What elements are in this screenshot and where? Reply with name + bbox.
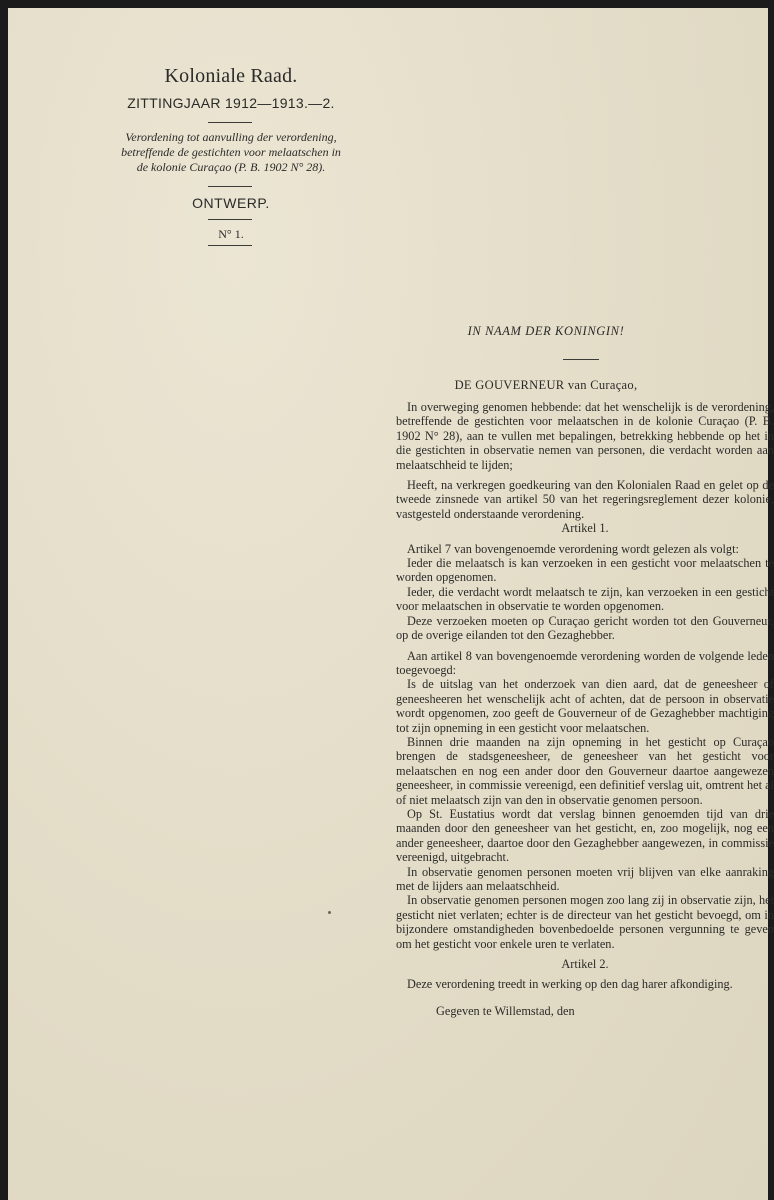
description-line: de kolonie Curaçao (P. B. 1902 N° 28).: [136, 160, 326, 174]
article-2-paragraph: Deze verordening treedt in werking op den dag harer afkondiging.: [407, 977, 733, 992]
preamble-heading: IN NAAM DER KONINGIN!: [467, 324, 625, 338]
ordinance-description: [96, 130, 366, 175]
session-year: ZITTINGJAAR 1912—1913.—2.: [127, 95, 335, 111]
draft-label: ONTWERP.: [192, 195, 270, 211]
paper-speck: [328, 911, 331, 914]
article-8-paragraph: In observatie genomen personen moeten vrij blijven van elke aanraking met de lijders aan melaatschheid.: [396, 864, 774, 893]
description-line: betreffende de gestichten voor melaatschen in: [121, 145, 341, 159]
enactment-paragraph: Heeft, na verkregen goedkeuring van den Kolonialen Raad en gelet op de tweede zinsnede van artikel 50 van het regeringsreglement dezer kolonie, vastgesteld onderstaande verordening.: [396, 478, 774, 521]
ordinance-body: [396, 400, 774, 1018]
article-2-heading: Artikel 2.: [561, 957, 609, 972]
article-8-paragraph: Binnen drie maanden na zijn opneming in het gesticht op Curaçao brengen de stadsgeneesheer, de geneesheer van het gesticht voor melaatschen en nog een ander door den Gouverneur daartoe aangewezen geneesheer, in commissie vereenigd, een definitief verslag uit, omtrent het al of niet melaatsch zijn van den in observatie genomen persoon.: [396, 734, 774, 807]
article-8-paragraph: Op St. Eustatius wordt dat verslag binnen genoemden tijd van drie maanden door den geneesheer van het gesticht, en, zoo mogelijk, nog een ander geneesheer, daartoe door den Gezaghebber aangewezen, in commissie vereenigd, uitgebracht.: [396, 806, 774, 865]
signature-line: Gegeven te Willemstad, den: [436, 1003, 575, 1018]
divider: [208, 186, 252, 187]
article-8-paragraph: Is de uitslag van het onderzoek van dien aard, dat de geneesheer of geneesheeren het wenschelijk acht of achten, dat de persoon in observatie wordt opgenomen, zoo geeft de Gouverneur of de Gezaghebber machtiging tot zijn opneming in een gesticht voor melaatschen.: [396, 677, 774, 735]
article-1-heading: Artikel 1.: [561, 521, 609, 536]
article-1-intro: Artikel 7 van bovengenoemde verordening wordt gelezen als volgt:: [407, 541, 739, 556]
divider: [563, 359, 599, 360]
recital-paragraph: In overweging genomen hebbende: dat het wenschelijk is de verordening, betreffende de gestichten voor melaatschen in de kolonie Curaçao (P. B. 1902 N° 28), aan te vullen met bepalingen, betrekking hebbende op het in die gestichten in observatie nemen van personen, die verdacht worden aan melaatschheid te lijden;: [396, 400, 774, 472]
article-1-paragraph: Ieder die melaatsch is kan verzoeken in een gesticht voor melaatschen te worden opgenomen.: [396, 556, 774, 585]
document-number: N° 1.: [218, 227, 244, 241]
article-8-paragraph: In observatie genomen personen mogen zoo lang zij in observatie zijn, het gesticht niet verlaten; echter is de directeur van het gesticht bevoegd, om in bijzondere omstandigheden bovenbedoelde personen vergunning te geven om het gesticht voor enkele uren te verlaten.: [396, 893, 774, 951]
description-line: Verordening tot aanvulling der verordening,: [125, 130, 337, 144]
document-page: [8, 8, 774, 1200]
article-1-paragraph: Ieder, die verdacht wordt melaatsch te zijn, kan verzoeken in een gesticht voor melaatschen in observatie te worden opgenomen.: [396, 584, 774, 614]
divider: [208, 219, 252, 220]
article-1-paragraph: Deze verzoeken moeten op Curaçao gericht worden tot den Gouverneur, op de overige eilanden tot den Gezaghebber.: [396, 613, 774, 643]
governor-line: DE GOUVERNEUR van Curaçao,: [454, 378, 638, 392]
article-8-intro: Aan artikel 8 van bovengenoemde verordening worden de volgende leden toegevoegd:: [396, 648, 774, 677]
council-title: Koloniale Raad.: [164, 65, 298, 87]
divider: [208, 122, 252, 123]
divider: [208, 245, 252, 246]
